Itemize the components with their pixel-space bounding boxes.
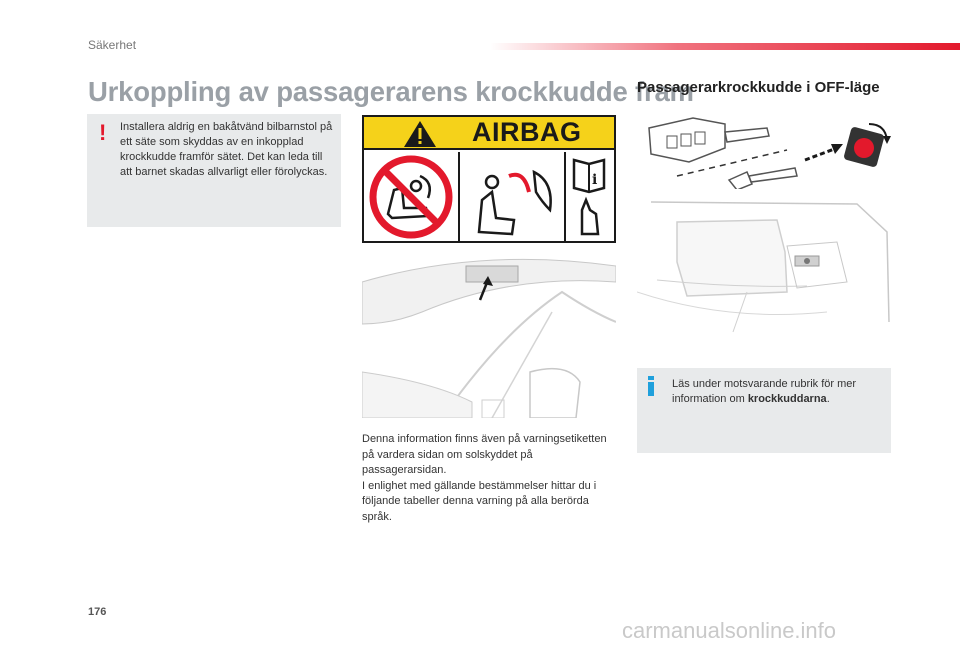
- info-box: [637, 368, 891, 453]
- airbag-label-header: [364, 117, 614, 150]
- airbag-deploy-icon: [479, 172, 551, 234]
- warning-text: Installera aldrig en bakåtvänd bilbarnstol på ett säte som skyddas av en inkopplad krockkudde framför sätet. Det kan leda till att barnet skadas allvarligt eller förolyckas.: [120, 121, 333, 178]
- body-text-paragraph-1: Denna information finns även på varningsetiketten på vardera sidan om solskyddet på passagerarsidan.: [362, 433, 607, 476]
- sunvisor-illustration: [362, 252, 616, 418]
- read-manual-icon: [574, 160, 604, 234]
- info-icon: [647, 376, 655, 396]
- airbag-warning-label: [362, 115, 616, 243]
- svg-text:i: i: [592, 172, 598, 188]
- page-number: 176: [88, 606, 107, 618]
- airbag-pictograms: [364, 152, 614, 243]
- warning-box: [87, 114, 341, 227]
- info-text-bold: krockkuddarna: [747, 393, 827, 405]
- key-switch-illustration: [637, 114, 891, 189]
- body-text-paragraph-2: I enlighet med gällande bestämmelser hittar du i följande tabeller denna varning på alla berörda språk.: [362, 479, 597, 523]
- section-subtitle: Passagerarkrockkudde i OFF-läge: [637, 79, 880, 96]
- airbag-word: AIRBAG: [472, 117, 582, 147]
- info-text: Läs under motsvarande rubrik för mer information om krockkuddarna.: [672, 378, 857, 405]
- no-rear-facing-seat-icon: [373, 159, 449, 235]
- dashboard-glovebox-illustration: [637, 192, 891, 342]
- page-title: Urkoppling av passagerarens krockkudde fram: [88, 76, 694, 107]
- watermark: carmanualsonline.info: [622, 618, 837, 643]
- body-text: [362, 432, 612, 525]
- header-accent-bar: [490, 43, 960, 50]
- warning-icon: !: [99, 120, 107, 145]
- section-label: Säkerhet: [88, 38, 137, 52]
- warning-triangle-icon: [400, 117, 440, 150]
